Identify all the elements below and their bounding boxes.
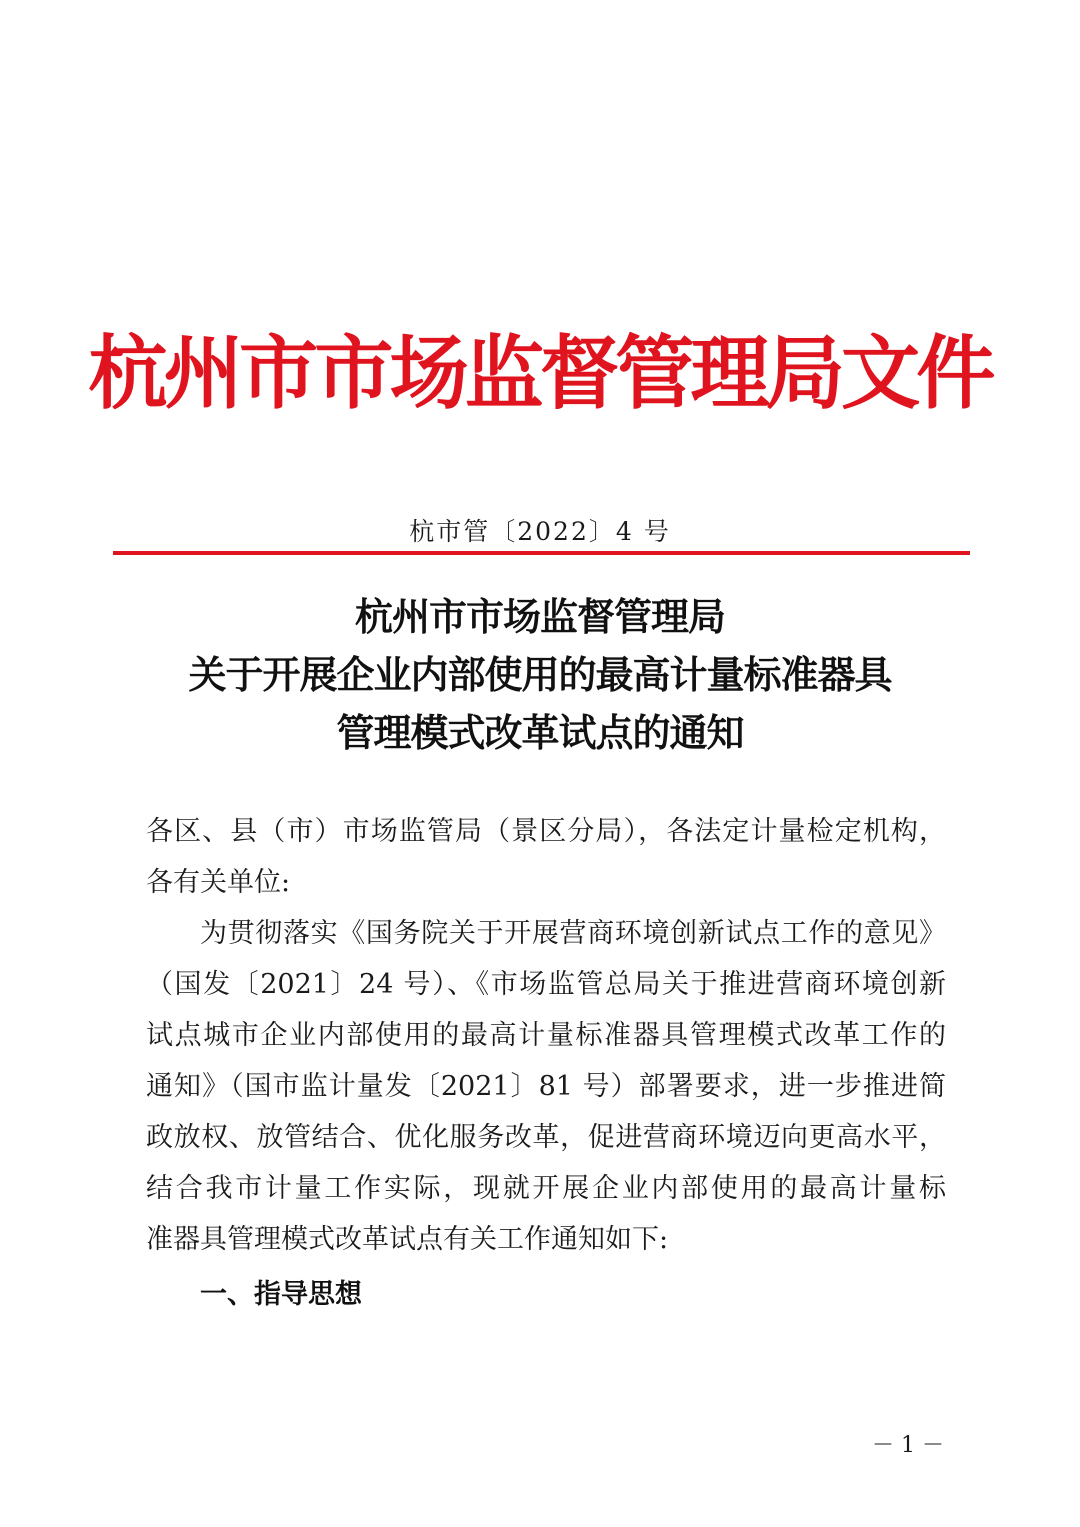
- red-masthead: 杭州市市场监督管理局文件: [88, 326, 992, 420]
- paragraph-line-4: 通知》（国市监计量发〔2021〕81 号）部署要求，进一步推进简: [146, 1071, 946, 1102]
- addressee-line-2: 各有关单位:: [146, 867, 291, 898]
- paragraph-line-2: （国发〔2021〕24 号）、《市场监管总局关于推进营商环境创新: [146, 969, 946, 1000]
- red-separator-line: [113, 551, 970, 555]
- title-line-2: 关于开展企业内部使用的最高计量标准器具: [188, 652, 892, 697]
- title-line-3: 管理模式改革试点的通知: [336, 710, 744, 755]
- addressee-line-1: 各区、县（市）市场监管局（景区分局），各法定计量检定机构，: [146, 816, 946, 847]
- paragraph-line-3: 试点城市企业内部使用的最高计量标准器具管理模式改革工作的: [146, 1020, 946, 1051]
- paragraph-line-7: 准器具管理模式改革试点有关工作通知如下:: [146, 1224, 669, 1255]
- paragraph-line-6: 结合我市计量工作实际，现就开展企业内部使用的最高计量标: [146, 1173, 946, 1204]
- paragraph-line-1: 为贯彻落实《国务院关于开展营商环境创新试点工作的意见》: [200, 918, 946, 949]
- title-line-1: 杭州市市场监督管理局: [354, 594, 725, 639]
- section-heading: 一、指导思想: [200, 1279, 362, 1310]
- document-title: [0, 588, 1080, 762]
- page-number: － 1 －: [872, 1433, 944, 1458]
- document-number: 杭市管〔2022〕4 号: [409, 517, 671, 546]
- paragraph-line-5: 政放权、放管结合、优化服务改革，促进营商环境迈向更高水平，: [146, 1122, 946, 1153]
- document-body: [146, 806, 946, 1323]
